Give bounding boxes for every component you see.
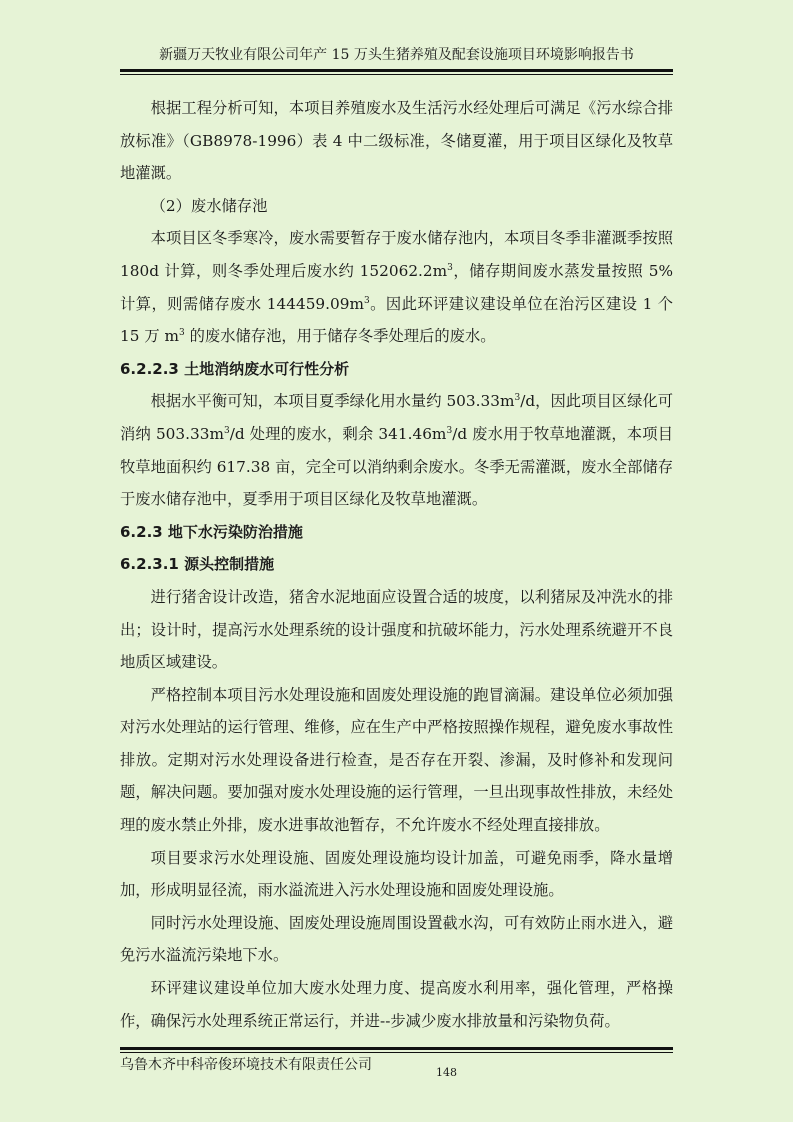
paragraph: 进行猪舍设计改造，猪舍水泥地面应设置合适的坡度，以利猪尿及冲洗水的排出；设计时，提高污水处理系统的设计强度和抗破坏能力，污水处理系统避开不良地质区域建设。 [120, 587, 673, 672]
superscript: 3 [514, 393, 521, 404]
section-heading: 6.2.3.1 源头控制措施 [120, 555, 275, 574]
paragraph: 严格控制本项目污水处理设施和固废处理设施的跑冒滴漏。建设单位必须加强对污水处理站的运行管理、维修，应在生产中严格按照操作规程，避免废水事故性排放。定期对污水处理设备进行检查，是否存在开裂、渗漏，及时修补和发现问题，解决问题。要加强对废水处理设施的运行管理，一旦出现事故性排放，未经处理的废水禁止外排，废水进事故池暂存，不允许废水不经处理直接排放。 [120, 685, 673, 835]
paragraph: 根据工程分析可知，本项目养殖废水及生活污水经处理后可满足《污水综合排放标准》（GB8978-1996）表 4 中二级标准，冬储夏灌，用于项目区绿化及牧草地灌溉。 [120, 99, 673, 183]
text: /d 处理的废水，剩余 341.46m [229, 424, 447, 443]
superscript: 3 [223, 425, 230, 436]
superscript: 3 [364, 295, 370, 306]
text: 本项目区冬季寒冷，废水需要暂存于废水储存池内，本项目冬季非灌溉季按照 180d 计算，则冬季处理后废水约 152062.2m [120, 229, 673, 280]
paragraph: 项目要求污水处理设施、固废处理设施均设计加盖，可避免雨季，降水量增加，形成明显径流，雨水溢流进入污水处理设施和固废处理设施。 [120, 848, 673, 900]
header-rule-thin [120, 74, 673, 75]
subheading-paragraph: （2）废水储存池 [150, 196, 268, 215]
section-heading: 6.2.3 地下水污染防治措施 [120, 522, 303, 541]
text: /d，因此项目区绿化可消纳 503.33m [120, 392, 673, 443]
paragraph [120, 222, 673, 352]
page-number: 148 [436, 1066, 457, 1079]
paragraph: 环评建议建设单位加大废水处理力度、提高废水利用率，强化管理，严格操作，确保污水处理系统正常运行，并进--步减少废水排放量和污染物负荷。 [120, 979, 673, 1030]
text: /d 废水用于牧草地灌溉，本项目牧草地面积约 617.38 亩，完全可以消纳剩余废水。冬季无需灌溉，废水全部储存于废水储存池中，夏季用于项目区绿化及牧草地灌溉。 [120, 424, 673, 509]
footer-rule-thick [120, 1047, 673, 1050]
paragraph [120, 385, 673, 515]
footer-company: 乌鲁木齐中科帝俊环境技术有限责任公司 [120, 1057, 372, 1073]
paragraph: 同时污水处理设施、固废处理设施周围设置截水沟，可有效防止雨水进入，避免污水溢流污染地下水。 [120, 913, 673, 965]
footer-rule-thin [120, 1052, 673, 1053]
text: 。因此环评建议建设单位在治污区建设 1 个 15 万 m [120, 294, 673, 346]
text: ，储存期间废水蒸发量按照 5%计算，则需储存废水 144459.09m [120, 261, 673, 313]
section-heading: 6.2.2.3 土地消纳废水可行性分析 [120, 359, 350, 378]
text: 根据水平衡可知，本项目夏季绿化用水量约 503.33m [150, 392, 515, 411]
header-rule-thick [120, 69, 673, 72]
superscript: 3 [447, 262, 453, 273]
superscript: 3 [179, 328, 185, 339]
page-header: 新疆万天牧业有限公司年产 15 万头生猪养殖及配套设施项目环境影响报告书 [159, 47, 634, 63]
text: 的废水储存池，用于储存冬季处理后的废水。 [184, 327, 496, 346]
page-content [120, 92, 673, 1037]
superscript: 3 [446, 425, 453, 436]
